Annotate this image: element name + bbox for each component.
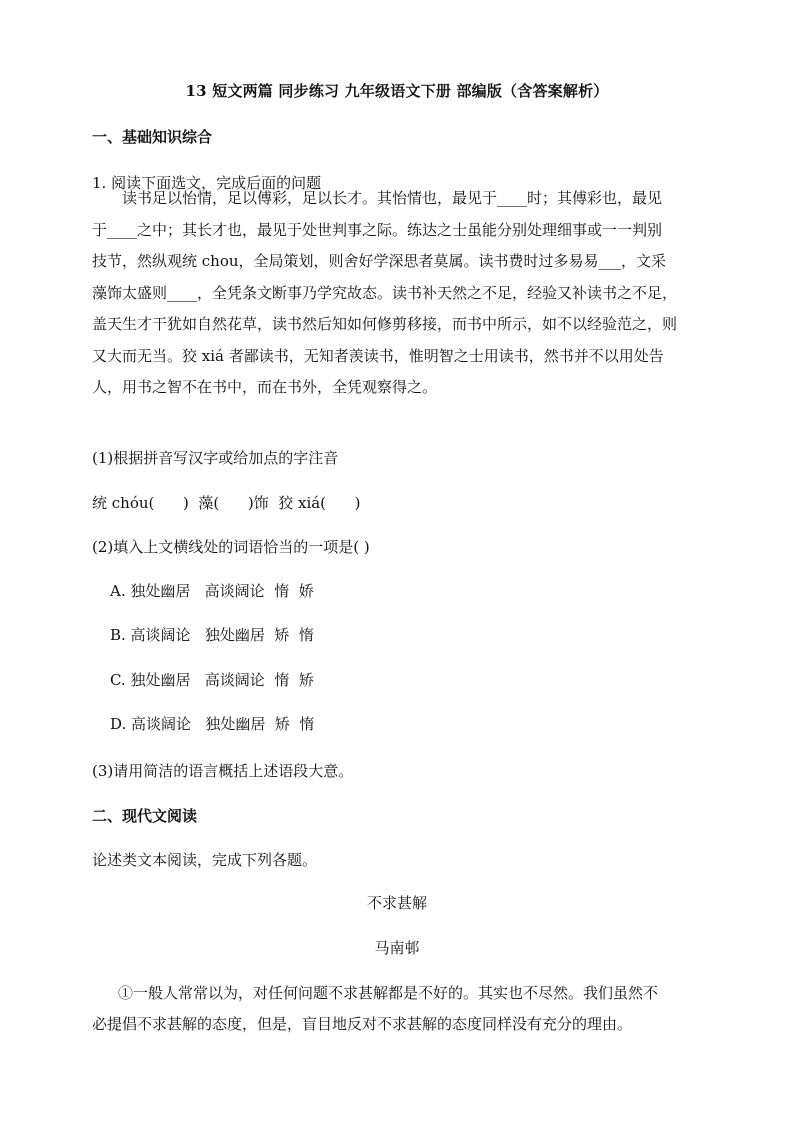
answer-options (110, 578, 314, 755)
option-c: C. 独处幽居 高谈阔论 惰 矫 (110, 670, 314, 689)
sub-question-1: (1)根据拼音写汉字或给加点的字注音 (92, 449, 339, 467)
section-heading-basic-knowledge: 一、基础知识综合 (92, 128, 213, 146)
sub-question-1-blanks: 统 chóu( ) 藻( )饰 狡 xiá( ) (92, 494, 361, 512)
sub-question-3: (3)请用简洁的语言概括上述语段大意。 (92, 762, 354, 780)
sub-question-2: (2)填入上文横线处的词语恰当的一项是( ) (92, 538, 370, 556)
passage-line: 人，用书之智不在书中，而在书外，全凭观察得之。 (92, 378, 438, 396)
reading-intro: 论述类文本阅读，完成下列各题。 (92, 851, 318, 869)
reading-passage (92, 183, 710, 404)
essay-line: ①一般人常常以为，对任何问题不求甚解都是不好的。其实也不尽然。我们虽然不 (118, 984, 659, 1002)
page-title: 13 短文两篇 同步练习 九年级语文下册 部编版（含答案解析） (185, 82, 609, 100)
essay-title: 不求甚解 (366, 894, 427, 912)
passage-line: 技节，然纵观统 chou，全局策划，则舍好学深思者莫属。读书费时过多易易___，文采 (92, 252, 667, 270)
passage-line: 读书足以怡情，足以傅彩，足以长才。其怡情也，最见于____时；其傅彩也，最见 (122, 189, 663, 207)
option-d: D. 高谈阔论 独处幽居 矫 惰 (110, 714, 315, 733)
option-a: A. 独处幽居 高谈阔论 惰 娇 (110, 582, 314, 600)
essay-body (92, 978, 712, 1040)
passage-line: 于____之中；其长才也，最见于处世判事之际。练达之士虽能分别处理细事或一一判别 (92, 220, 663, 239)
passage-line: 盖天生才干犹如自然花草，读书然后知如何修剪移接，而书中所示，如不以经验范之，则 (92, 315, 678, 333)
passage-line: 又大而无当。狡 xiá 者鄙读书，无知者羡读书，惟明智之士用读书，然书并不以用处告 (92, 346, 664, 365)
essay-line: 必提倡不求甚解的态度，但是，盲目地反对不求甚解的态度同样没有充分的理由。 (92, 1015, 633, 1033)
option-b: B. 高谈阔论 独处幽居 矫 惰 (110, 626, 314, 645)
section-heading-modern-reading: 二、现代文阅读 (92, 807, 198, 825)
question-1-intro: 1. 阅读下面选文，完成后面的问题 (92, 174, 322, 192)
essay-author: 马南邨 (374, 939, 420, 957)
passage-line: 藻饰太盛则____，全凭条文断事乃学究故态。读书补天然之不足，经验又补读书之不足， (92, 283, 678, 302)
